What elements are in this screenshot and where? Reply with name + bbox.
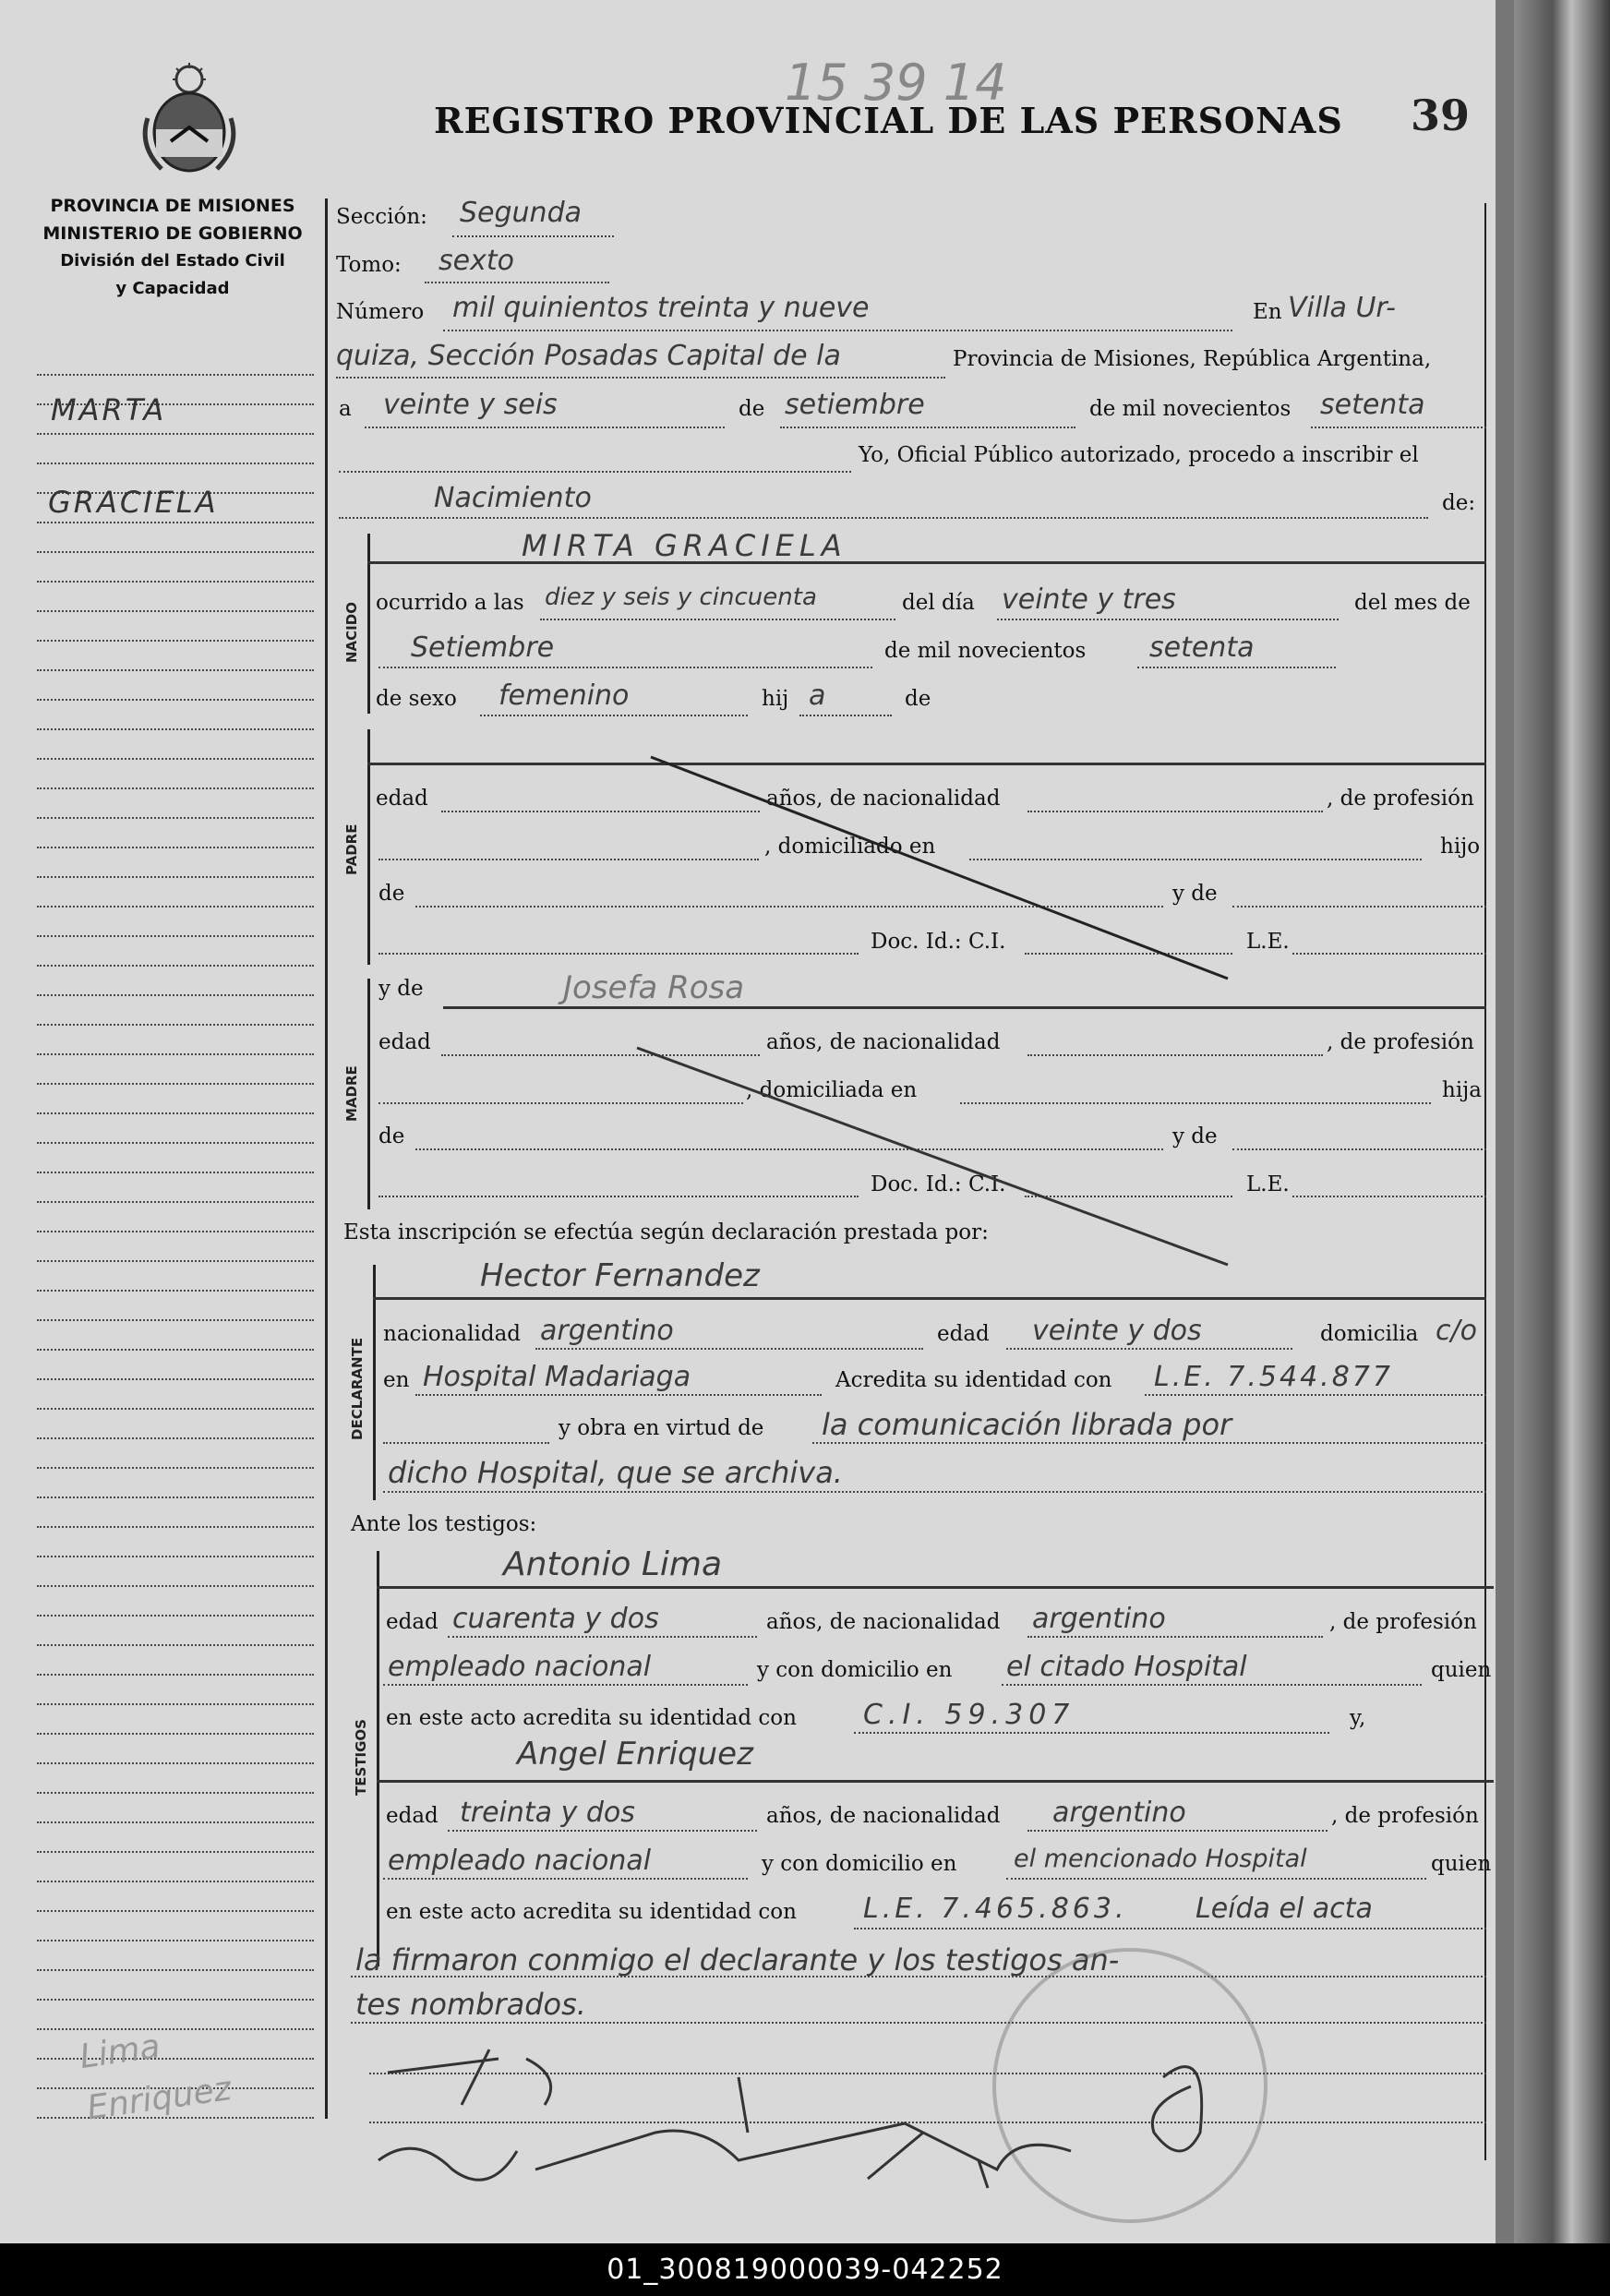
witness1-name-rule	[377, 1586, 1494, 1589]
witness1-domicilio-label: y con domicilio en	[757, 1658, 953, 1682]
field-line	[854, 1732, 1329, 1734]
madre-profesion-label: , de profesión	[1327, 1030, 1474, 1054]
sexo-value: femenino	[499, 679, 630, 712]
witness1-edad-label: edad	[386, 1610, 439, 1634]
child-name: MIRTA GRACIELA	[522, 528, 847, 563]
padre-profesion-label: , de profesión	[1327, 787, 1474, 811]
stamp-number: 15 39 14	[785, 54, 1007, 112]
declaracion-text: Esta inscripción se efectúa según declaración prestada por:	[343, 1220, 989, 1244]
page-number: 39	[1411, 90, 1471, 140]
file-id-footer: 01_300819000039-042252	[0, 2243, 1610, 2296]
witness2-quien-label: quien	[1431, 1852, 1492, 1876]
witness1-profesion-label: , de profesión	[1329, 1610, 1477, 1634]
testigos-rule	[377, 1551, 379, 1966]
ministry-label: MINISTERIO DE GOBIERNO	[42, 223, 303, 244]
field-line	[448, 1636, 757, 1638]
field-line	[535, 1348, 923, 1350]
witness1-edad-value: cuarenta y dos	[452, 1603, 659, 1635]
closing-line-3: tes nombrados.	[355, 1987, 586, 2022]
declarante-name: Hector Fernandez	[480, 1257, 760, 1294]
en-label: En	[1253, 300, 1282, 324]
margin-signature: Lima Enriquez	[77, 2027, 234, 2128]
birth-day-value: veinte y tres	[1002, 583, 1176, 616]
declarante-nacionalidad-label: nacionalidad	[383, 1322, 522, 1346]
madre-edad-label: edad	[378, 1030, 431, 1054]
declarante-domicilia-value: c/o	[1436, 1315, 1477, 1347]
witness2-edad-label: edad	[386, 1804, 439, 1828]
provincia-text: Provincia de Misiones, República Argentina,	[953, 347, 1432, 371]
sexo-label: de sexo	[376, 687, 457, 711]
field-line	[812, 1442, 1486, 1444]
de-label: de	[739, 397, 765, 421]
tomo-value: sexto	[439, 245, 514, 277]
declarante-edad-label: edad	[937, 1322, 990, 1346]
witness1-prof-value: empleado nacional	[388, 1651, 652, 1683]
witness1-name: Antonio Lima	[503, 1545, 723, 1583]
madre-hija-label: hija	[1442, 1078, 1483, 1102]
place-value: quiza, Sección Posadas Capital de la	[336, 340, 841, 372]
margin-name-second: GRACIELA	[48, 485, 219, 520]
madre-anos-label: años, de nacionalidad	[766, 1030, 1001, 1054]
date-year-value: setenta	[1320, 389, 1425, 421]
witness2-edad-value: treinta y dos	[460, 1797, 635, 1829]
closing-line-2: la firmaron conmigo el declarante y los testigos an-	[355, 1942, 1120, 1977]
en-value: Villa Ur-	[1288, 292, 1396, 324]
page-edge-shadow	[1514, 0, 1610, 2243]
padre-y-de-label: y de	[1172, 882, 1218, 906]
padre-hijo-label: hijo	[1440, 835, 1481, 859]
tomo-label: Tomo:	[336, 253, 402, 277]
field-line	[383, 1684, 748, 1686]
numero-value: mil quinientos treinta y nueve	[452, 292, 870, 324]
witness1-quien-label: quien	[1431, 1658, 1492, 1682]
padre-le-label: L.E.	[1246, 930, 1290, 954]
madre-y-de-2-label: y de	[1172, 1124, 1218, 1148]
padre-anos-label: años, de nacionalidad	[766, 787, 1001, 811]
field-line	[1006, 1878, 1426, 1880]
madre-doc-label: Doc. Id.: C.I.	[871, 1172, 1006, 1196]
del-dia-label: del día	[902, 591, 975, 615]
act-value: Nacimiento	[434, 482, 592, 514]
seccion-value: Segunda	[460, 197, 582, 229]
ocurrido-label: ocurrido a las	[376, 591, 524, 615]
closing-line-1: Leída el acta	[1195, 1893, 1373, 1925]
witness1-dom-value: el citado Hospital	[1006, 1651, 1247, 1683]
declarante-obra-value-2: dicho Hospital, que se archiva.	[388, 1455, 843, 1490]
declarante-en-value: Hospital Madariaga	[423, 1361, 691, 1393]
witness1-anos-label: años, de nacionalidad	[766, 1610, 1001, 1634]
division-label: División del Estado Civil	[60, 251, 285, 270]
declarante-name-rule	[373, 1297, 1486, 1300]
field-line	[1145, 1394, 1486, 1396]
del-mes-label: del mes de	[1354, 591, 1471, 615]
witness2-nac-value: argentino	[1052, 1797, 1186, 1829]
birth-time-value: diez y seis y cincuenta	[545, 583, 817, 611]
date-month-value: setiembre	[785, 389, 925, 421]
witness1-id-value: C.I. 59.307	[863, 1699, 1075, 1731]
nacido-de-label: de	[905, 687, 931, 711]
date-day-value: veinte y seis	[383, 389, 558, 421]
madre-le-label: L.E.	[1246, 1172, 1290, 1196]
hij-label: hij	[762, 687, 789, 711]
province-label: PROVINCIA DE MISIONES	[50, 196, 295, 216]
declarante-rule	[373, 1265, 376, 1500]
capacity-label: y Capacidad	[115, 279, 230, 298]
padre-tag: PADRE	[343, 823, 360, 875]
madre-domiciliada-label: , domiciliada en	[746, 1078, 918, 1102]
declarante-en-label: en	[383, 1368, 410, 1392]
mil-text: de mil novecientos	[1089, 397, 1292, 421]
declarante-domicilia-label: domicilia	[1320, 1322, 1419, 1346]
declarante-acredita-value: L.E. 7.544.877	[1154, 1361, 1393, 1393]
nacido-tag: NACIDO	[343, 602, 360, 663]
padre-domiciliado-label: , domiciliado en	[764, 835, 936, 859]
witness2-prof-value: empleado nacional	[388, 1845, 652, 1877]
padre-edad-label: edad	[376, 787, 428, 811]
field-line	[1002, 1684, 1422, 1686]
field-line	[1027, 1636, 1323, 1638]
birth-mil-text: de mil novecientos	[884, 639, 1087, 663]
de-colon: de:	[1442, 491, 1476, 515]
field-line	[1006, 1348, 1292, 1350]
field-line	[1027, 1830, 1328, 1832]
witness2-dom-value: el mencionado Hospital	[1014, 1845, 1307, 1873]
declarante-obra-label: y obra en virtud de	[559, 1416, 764, 1440]
witness2-name: Angel Enriquez	[517, 1736, 753, 1773]
declarante-obra-value: la comunicación librada por	[822, 1407, 1232, 1442]
signatures-scribble	[351, 2022, 1366, 2225]
birth-year-value: setenta	[1149, 631, 1255, 664]
witness2-domicilio-label: y con domicilio en	[762, 1852, 957, 1876]
madre-de-label: de	[378, 1124, 405, 1148]
declarante-acredita-label: Acredita su identidad con	[835, 1368, 1112, 1392]
testigos-text: Ante los testigos:	[351, 1512, 537, 1536]
testigos-tag: TESTIGOS	[353, 1719, 369, 1796]
declarante-edad-value: veinte y dos	[1032, 1315, 1202, 1347]
padre-de-label: de	[378, 882, 405, 906]
document-title: REGISTRO PROVINCIAL DE LAS PERSONAS	[434, 100, 1343, 141]
field-line	[383, 1878, 748, 1880]
margin-name-first: MARTA	[51, 392, 167, 427]
witness1-acto-label: en este acto acredita su identidad con	[386, 1706, 797, 1730]
field-line	[383, 1491, 1486, 1493]
field-line	[448, 1830, 757, 1832]
witness1-y-label: y,	[1350, 1706, 1366, 1730]
field-line	[415, 1394, 822, 1396]
field-line	[351, 1976, 1486, 1977]
witness2-profesion-label: , de profesión	[1331, 1804, 1479, 1828]
witness2-id-value: L.E. 7.465.863.	[863, 1893, 1128, 1925]
numero-label: Número	[336, 300, 425, 324]
witness2-anos-label: años, de nacionalidad	[766, 1804, 1001, 1828]
declarante-tag: DECLARANTE	[349, 1337, 366, 1440]
madre-tag: MADRE	[343, 1065, 360, 1122]
mother-name: Josefa Rosa	[563, 969, 745, 1006]
seccion-label: Sección:	[336, 205, 427, 229]
witness2-name-rule	[377, 1780, 1494, 1783]
birth-month-value: Setiembre	[411, 631, 555, 664]
a-label: a	[339, 397, 352, 421]
field-line	[383, 1442, 549, 1444]
padre-doc-label: Doc. Id.: C.I.	[871, 930, 1006, 954]
yo-text: Yo, Oficial Público autorizado, procedo a inscribir el	[859, 443, 1419, 467]
field-line	[854, 1928, 1486, 1929]
declarante-nacionalidad-value: argentino	[540, 1315, 674, 1347]
hij-value: a	[809, 679, 826, 712]
madre-y-de-label: y de	[378, 977, 424, 1001]
witness1-nac-value: argentino	[1032, 1603, 1166, 1635]
witness2-acto-label: en este acto acredita su identidad con	[386, 1900, 797, 1924]
